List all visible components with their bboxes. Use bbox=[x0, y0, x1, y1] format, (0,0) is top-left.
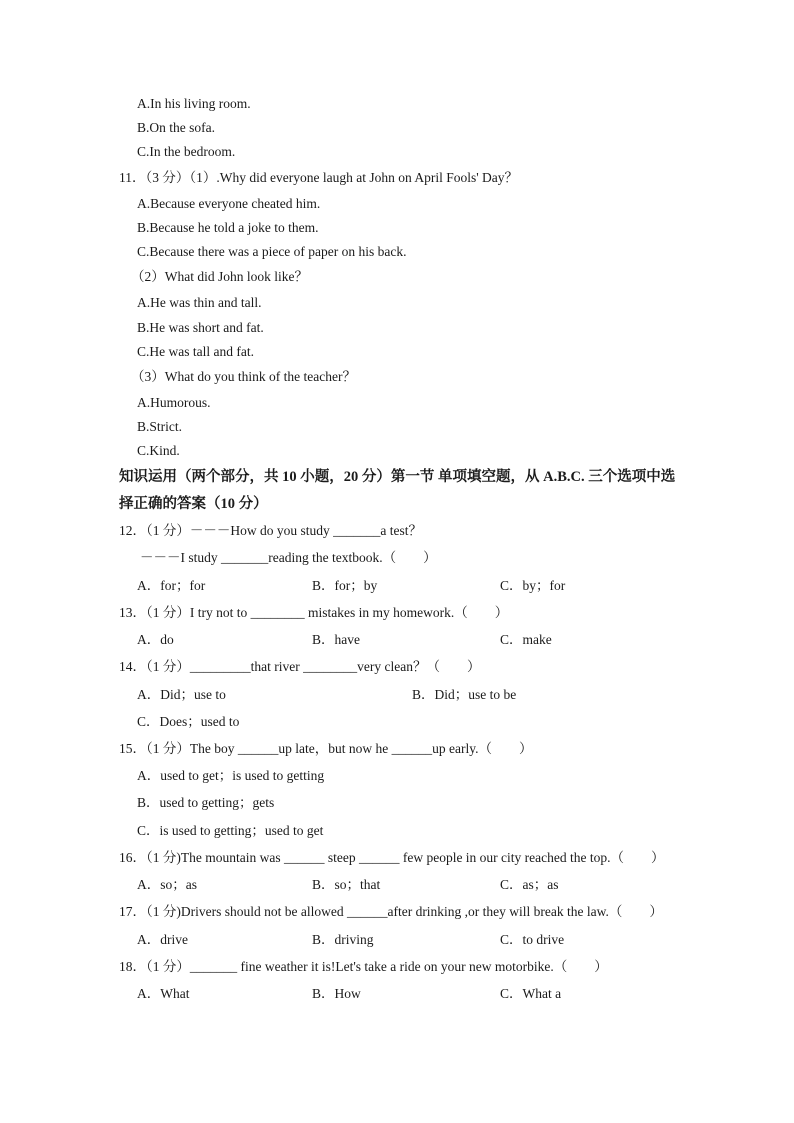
q13-option-b: B．have bbox=[312, 632, 360, 647]
section-heading-line1: 知识运用（两个部分，共 10 小题，20 分）第一节 单项填空题，从 A.B.C. 三个选项中选 bbox=[119, 469, 676, 485]
q18-option-a: A．What bbox=[137, 986, 190, 1001]
q18-option-b: B．How bbox=[312, 986, 361, 1001]
q16-option-b: B．so；that bbox=[312, 877, 381, 892]
q13-option-a: A．do bbox=[137, 632, 174, 647]
q17-option-b: B．driving bbox=[312, 932, 374, 947]
exam-page: A.In his living room. B.On the sofa. C.In the bedroom. 11．（3 分）（1）.Why did everyone laugh at John on April Fools' Day？ A.Because everyone cheated him. B.Because he told a joke to them. C.Because there was a piece of paper on his back. （2）What did John look like？ A.He was thin and tall. B.He was short and fat. C.He was tall and fat. （3）What do you think of the teacher？ A.Humorous. B.Strict. C.Kind. 知识运用（两个部分，共 10 小题，20 分）第一节 单项填空题，从 A.B.C. 三个选项中选 择正确的答案（10 分） 12．（1 分）－－－How do you study _______a test？ －－－I study _______reading the textbook.（ ） A．for；for B．for；by C．by；for 13．（1 分）I try not to ________ mistakes in my homework.（ ） A．do B．have C．make 14．（1 分）_________that river ________very clean？（ ） A．Did；use to B．Did；use to be C．Does；used to 15．（1 分）The boy ______up late，but now he ______up early.（ ） A．used to get；is used to getting B．used to getting；gets C．is used to getting；used to get 16．（1 分)The mountain was ______ steep ______ few people in our city reached the top.（ ） A．so；as B．so；that C．as；as 17．（1 分)Drivers should not be allowed ______after drinking ,or they will break the law.（ ） A．drive B．driving C．to drive 18．（1 分）_______ fine weather it is!Let's take a ride on your new motorbike.（ ） A．What B．How C．What a bbox=[0, 0, 794, 1123]
q14-option-b: B．Did；use to be bbox=[412, 687, 517, 702]
q14-option-c: C．Does；used to bbox=[137, 714, 240, 729]
q16-option-a: A．so；as bbox=[137, 877, 197, 892]
q16-option-c: C．as；as bbox=[500, 877, 559, 892]
q18-option-c: C．What a bbox=[500, 986, 562, 1001]
section-heading bbox=[119, 464, 689, 518]
q12-option-b: B．for；by bbox=[312, 578, 378, 593]
section-heading-line2: 择正确的答案（10 分） bbox=[119, 496, 268, 512]
q13-option-c: C．make bbox=[500, 632, 552, 647]
q14-option-a: A．Did；use to bbox=[137, 687, 226, 702]
q17-option-c: C．to drive bbox=[500, 932, 565, 947]
q12-option-c: C．by；for bbox=[500, 578, 566, 593]
q12-option-a: A．for；for bbox=[137, 578, 206, 593]
q17-option-a: A．drive bbox=[137, 932, 188, 947]
